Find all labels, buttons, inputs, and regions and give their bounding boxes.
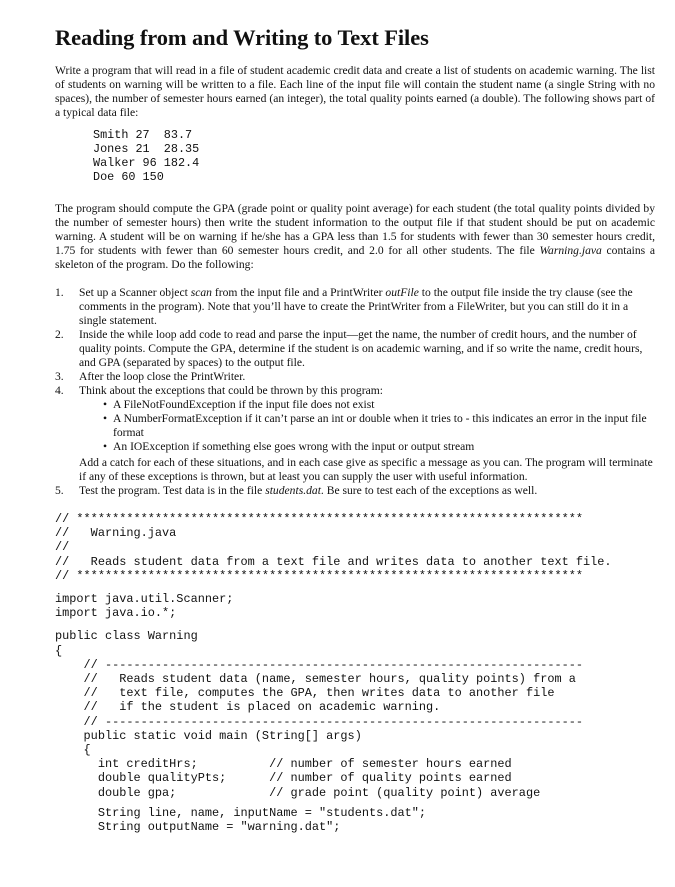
sample-line: Jones 21 28.35: [93, 142, 200, 156]
exception-text: A FileNotFoundException if the input file does not exist: [113, 398, 375, 411]
code-line: // ***********************************************************************: [55, 568, 584, 583]
exception-item: [103, 398, 655, 412]
code-line: // Reads student data (name, semester hours, quality points) from a: [55, 672, 576, 687]
step-number: 2.: [55, 328, 64, 341]
sample-line: Walker 96 182.4: [93, 156, 200, 170]
code-line: // -------------------------------------------------------------------: [55, 657, 584, 672]
step-number: 1.: [55, 286, 64, 299]
sample-data-block: [93, 128, 655, 184]
steps-list: [55, 286, 655, 498]
var-scan: scan: [190, 286, 212, 299]
exception-item: [103, 440, 655, 454]
exception-text: A NumberFormatException if it can’t parse an int or double when it tries to - this indicates an error in the input file format: [113, 412, 647, 439]
step-text: After the loop close the PrintWriter.: [79, 370, 246, 383]
step-5: [55, 484, 655, 498]
add-catch-text: Add a catch for each of these situations, and in each case give as specific a message as you can. The program will terminate if any of these exceptions is thrown, but at least you can supply the user with useful information.: [79, 456, 653, 483]
code-line: double qualityPts; // number of quality points earned: [55, 771, 512, 786]
step-number: 5.: [55, 484, 64, 497]
var-outfile: outFile: [385, 286, 419, 299]
step-text: from the input file and a PrintWriter: [211, 286, 386, 299]
description-text: The program should compute the GPA (grade point or quality point average) for each student (the total quality points divided by the number of semester hours) then write the student information to the output file if that student should be put on academic warning. A student will be on warning if he/she has a GPA less than 1.5 for students with fewer than 30 semester hours credit, 1.75 for students with fewer than 60 semester hours credit, and 2.0 for all other students. The file: [55, 202, 655, 257]
page-title: Reading from and Writing to Text Files: [55, 25, 429, 50]
step-text: to the output file inside the try clause (see the comments in the program). Note that you’ll have to create the PrintWriter from a FileWriter, but you can still do it in a single statement.: [79, 286, 633, 327]
step-3: [55, 370, 655, 384]
exceptions-list: [79, 398, 655, 454]
step-text: . Be sure to test each of the exceptions as well.: [320, 484, 538, 497]
file-name-warning: Warning.java: [539, 244, 602, 257]
code-line: public static void main (String[] args): [55, 728, 362, 743]
sample-line: Smith 27 83.7: [93, 128, 193, 142]
code-line: public class Warning: [55, 629, 198, 644]
code-line: // text file, computes the GPA, then writes data to another file: [55, 686, 555, 701]
code-line: // -------------------------------------------------------------------: [55, 714, 584, 729]
step-text: Inside the while loop add code to read and parse the input—get the name, the number of credit hours, and the number of quality points. Compute the GPA, determine if the student is on academic warning, and if so write the name, credit hours, and GPA (separated by spaces) to the output file.: [79, 328, 643, 369]
intro-paragraph: Write a program that will read in a file of student academic credit data and create a list of students on academic warning. The list of students on warning will be written to a file. Each line of the input file will contain the student name (a single String with no spaces), the number of semester hours earned (an integer), the total quality points earned (a double). The following shows part of a typical data file:: [55, 64, 655, 119]
bullet-icon: •: [103, 412, 108, 425]
file-name-students: students.dat: [265, 484, 321, 497]
code-line: String line, name, inputName = "students.dat";: [55, 805, 427, 820]
step-2: [55, 328, 655, 370]
code-gap: [55, 620, 655, 629]
step-number: 3.: [55, 370, 64, 383]
step-text: Test the program. Test data is in the file: [79, 484, 266, 497]
code-line: //: [55, 540, 70, 555]
exception-text: An IOException if something else goes wrong with the input or output stream: [113, 440, 475, 453]
document-page: [55, 24, 655, 834]
code-line: double gpa; // grade point (quality point) average: [55, 785, 541, 800]
code-line: import java.io.*;: [55, 606, 177, 621]
code-line: {: [55, 743, 91, 758]
bullet-icon: •: [103, 398, 108, 411]
step-4: [55, 384, 655, 484]
code-line: // ***********************************************************************: [55, 512, 584, 526]
bullet-icon: •: [103, 440, 108, 453]
description-paragraph: [55, 202, 655, 272]
description-text-end: contains a skeleton of the program. Do the following:: [55, 244, 655, 271]
code-line: // Reads student data from a text file and writes data to another text file.: [55, 554, 612, 569]
sample-line: Doe 60 150: [93, 170, 164, 184]
step-text: Think about the exceptions that could be thrown by this program:: [79, 384, 383, 397]
code-line: // Warning.java: [55, 526, 177, 541]
code-line: String outputName = "warning.dat";: [55, 820, 341, 835]
code-line: int creditHrs; // number of semester hours earned: [55, 757, 512, 772]
code-line: {: [55, 643, 63, 658]
code-listing: [55, 512, 655, 834]
code-line: // if the student is placed on academic warning.: [55, 700, 441, 715]
step-1: [55, 286, 655, 328]
step-number: 4.: [55, 384, 64, 397]
step-text: Set up a Scanner object: [79, 286, 191, 299]
exception-item: [103, 412, 655, 440]
code-line: import java.util.Scanner;: [55, 592, 234, 607]
code-gap: [55, 583, 655, 592]
